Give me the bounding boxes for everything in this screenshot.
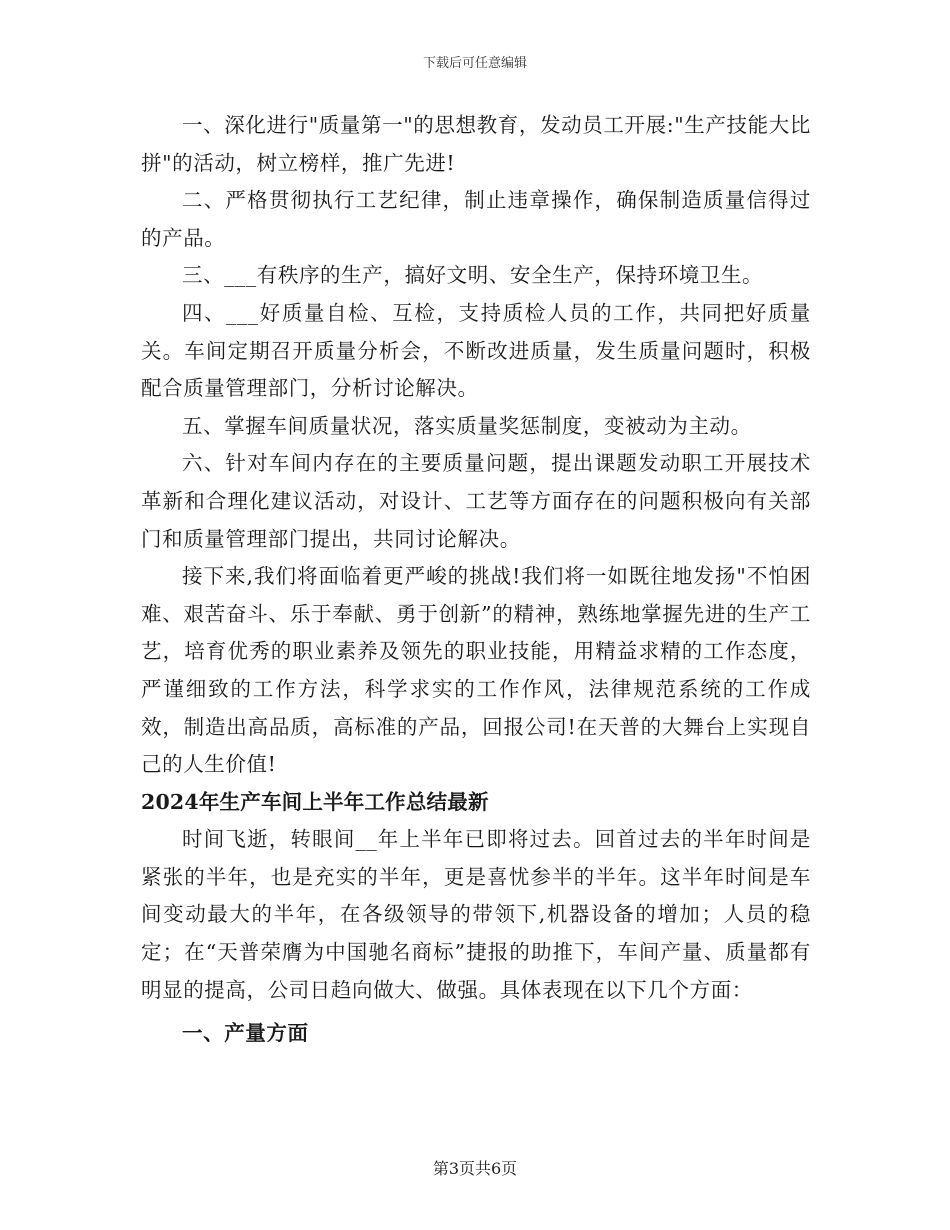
paragraph-6: 六、针对车间内存在的主要质量问题，提出课题发动职工开展技术革新和合理化建议活动，对设计、工艺等方面存在的问题积极向有关部门和质量管理部门提出，共同讨论解决。 bbox=[141, 451, 811, 551]
section-paragraph-1: 时间飞逝，转眼间__年上半年已即将过去。回首过去的半年时间是紧张的半年，也是充实的半年，更是喜忧参半的半年。这半年时间是车间变动最大的半年，在各级领导的带领下,机器设备的增加；人员的稳定；在“天普荣膺为中国驰名商标”捷报的助推下，车间产量、质量都有明显的提高，公司日趋向做大、做强。具体表现在以下几个方面： bbox=[141, 827, 811, 1002]
paragraph-4: 四、___好质量自检、互检，支持质检人员的工作，共同把好质量关。车间定期召开质量分析会，不断改进质量，发生质量问题时，积极配合质量管理部门，分析讨论解决。 bbox=[141, 300, 811, 401]
subheading: 一、产量方面 bbox=[182, 1021, 309, 1046]
paragraph-3: 三、___有秩序的生产，搞好文明、安全生产，保持环境卫生。 bbox=[182, 263, 764, 288]
paragraph-7: 接下来,我们将面临着更严峻的挑战!我们将一如既往地发扬"不怕困难、艰苦奋斗、乐于奉献、勇于创新”的精神，熟练地掌握先进的生产工艺，培育优秀的职业素养及领先的职业技能，用精益求精的工作态度，严谨细致的工作方法，科学求实的工作作风，法律规范系统的工作成效，制造出高品质，高标准的产品，回报公司!在天普的大舞台上实现自己的人生价值! bbox=[141, 564, 811, 777]
section-title: 2024年生产车间上半年工作总结最新 bbox=[141, 789, 489, 814]
paragraph-5: 五、掌握车间质量状况，落实质量奖惩制度，变被动为主动。 bbox=[182, 413, 752, 438]
paragraph-2: 二、严格贯彻执行工艺纪律，制止违章操作，确保制造质量信得过的产品。 bbox=[141, 188, 811, 250]
paragraph-1: 一、深化进行"质量第一"的思想教育，发动员工开展:"生产技能大比拼"的活动，树立榜样，推广先进! bbox=[141, 113, 811, 175]
page-footer: 第3页共6页 bbox=[432, 1159, 518, 1178]
document-body bbox=[141, 107, 811, 1053]
page-header: 下载后可任意编辑 bbox=[422, 56, 527, 71]
